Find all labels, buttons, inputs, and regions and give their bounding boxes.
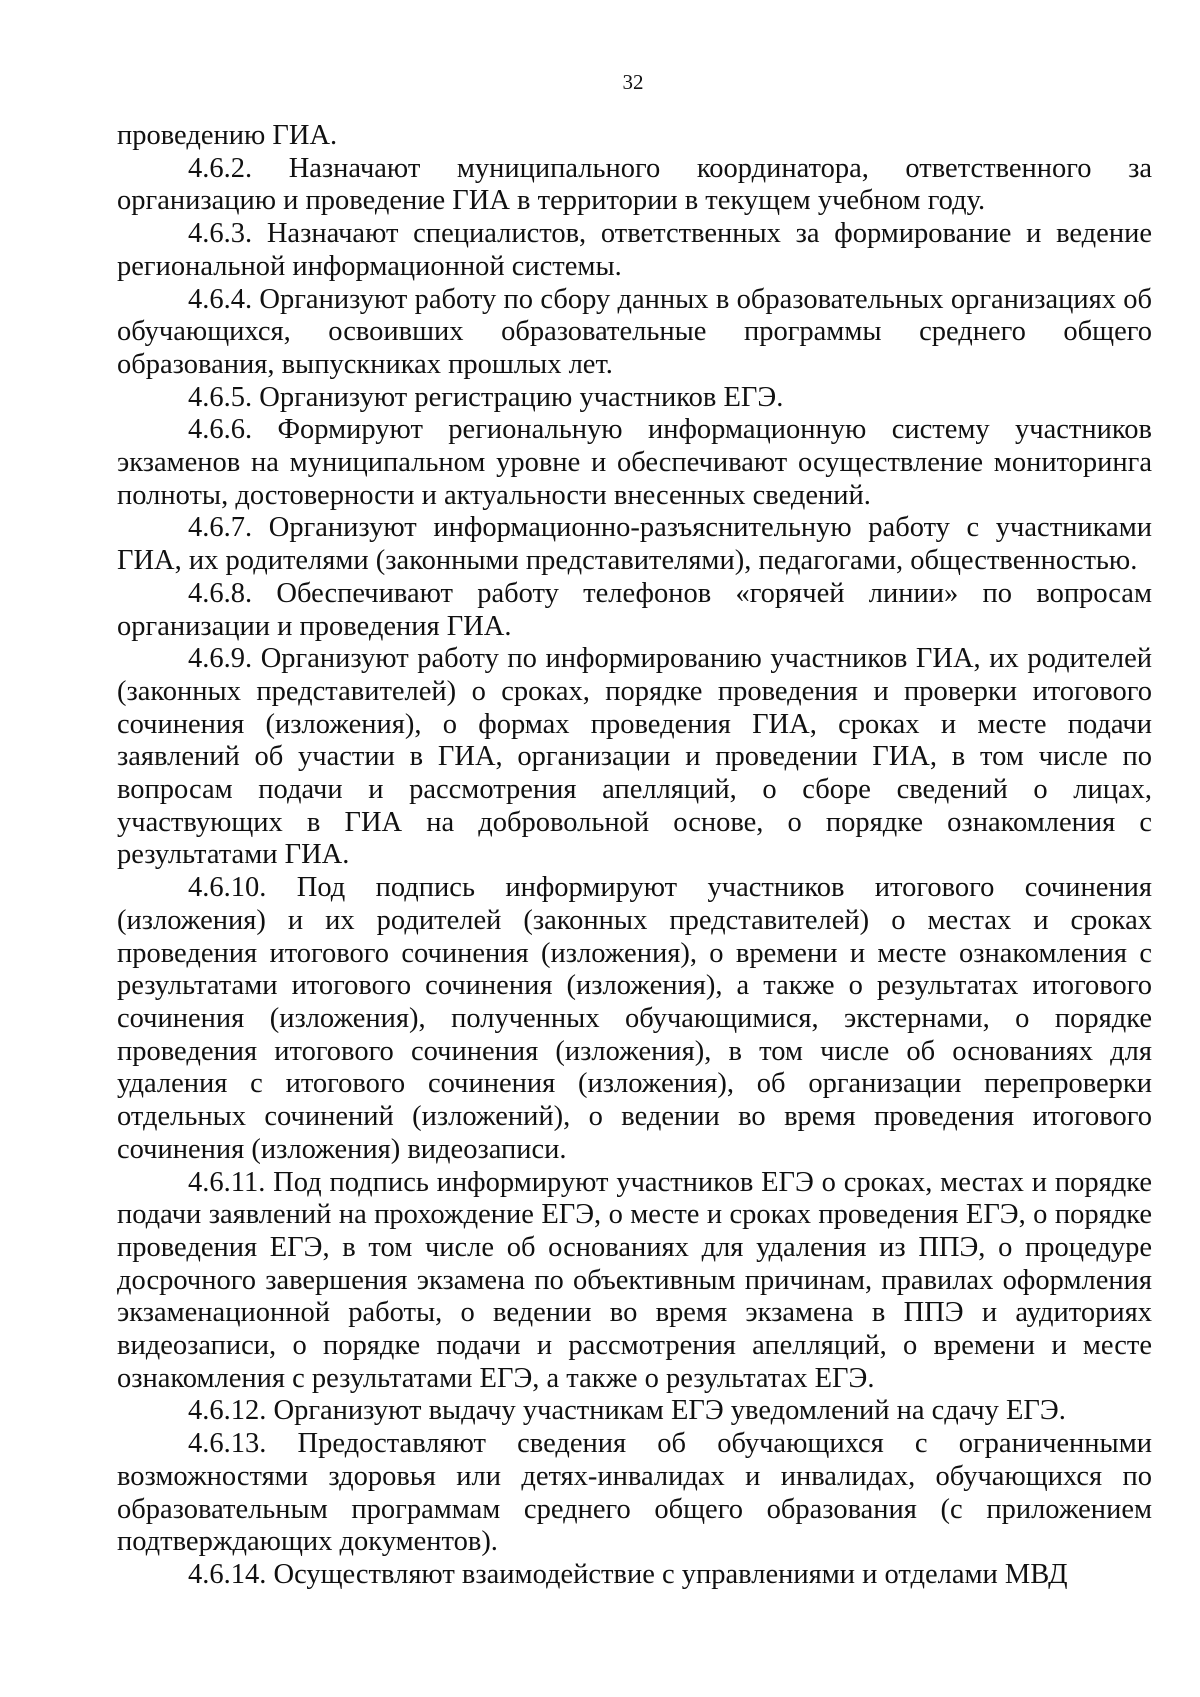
paragraph-4-6-7: 4.6.7. Организуют информационно-разъяснительную работу с участниками ГИА, их родителями (законными представителями), педагогами, общественностью. (117, 512, 1152, 577)
document-body (117, 120, 1152, 1592)
paragraph-continuation: проведению ГИА. (117, 120, 338, 151)
page-number: 32 (622, 70, 644, 94)
paragraph-4-6-9: 4.6.9. Организуют работу по информированию участников ГИА, их родителей (законных представителей) о сроках, порядке проведения и проверки итогового сочинения (изложения), о формах проведения ГИА, сроках и месте подачи заявлений об участии в ГИА, организации и проведении ГИА, в том числе по вопросам подачи и рассмотрения апелляций, о сборе сведений о лицах, участвующих в ГИА на добровольной основе, о порядке ознакомления с результатами ГИА. (117, 643, 1152, 871)
paragraph-4-6-12: 4.6.12. Организуют выдачу участникам ЕГЭ уведомлений на сдачу ЕГЭ. (188, 1395, 1066, 1427)
paragraph-4-6-4: 4.6.4. Организуют работу по сбору данных в образовательных организациях об обучающихся, освоивших образовательные программы среднего общего образования, выпускниках прошлых лет. (117, 283, 1152, 380)
paragraph-4-6-11: 4.6.11. Под подпись информируют участников ЕГЭ о сроках, местах и порядке подачи заявлений на прохождение ЕГЭ, о месте и сроках проведения ЕГЭ, о порядке проведения ЕГЭ, в том числе об основаниях для удаления из ППЭ, о процедуре досрочного завершения экзамена по объективным причинам, правилах оформления экзаменационной работы, о ведении во время экзамена в ППЭ и аудиториях видеозаписи, о порядке подачи и рассмотрения апелляций, о времени и месте ознакомления с результатами ЕГЭ, а также о результатах ЕГЭ. (117, 1166, 1152, 1394)
paragraph-4-6-5: 4.6.5. Организуют регистрацию участников ЕГЭ. (188, 381, 784, 413)
paragraph-4-6-14: 4.6.14. Осуществляют взаимодействие с управлениями и отделами МВД (188, 1558, 1068, 1590)
paragraph-4-6-10: 4.6.10. Под подпись информируют участников итогового сочинения (изложения) и их родителей (законных представителей) о местах и сроках проведения итогового сочинения (изложения), о времени и месте ознакомления с результатами итогового сочинения (изложения), а также о результатах итогового сочинения (изложения), полученных обучающимися, экстернами, о порядке проведения итогового сочинения (изложения), в том числе об основаниях для удаления с итогового сочинения (изложения), об организации перепроверки отдельных сочинений (изложений), о ведении во время проведения итогового сочинения (изложения) видеозаписи. (117, 872, 1152, 1165)
paragraph-4-6-2: 4.6.2. Назначают муниципального координатора, ответственного за организацию и проведение ГИА в территории в текущем учебном году. (117, 152, 1152, 217)
paragraph-4-6-3: 4.6.3. Назначают специалистов, ответственных за формирование и ведение региональной информационной системы. (117, 218, 1152, 282)
paragraph-4-6-13: 4.6.13. Предоставляют сведения об обучающихся с ограниченными возможностями здоровья или детях-инвалидах и инвалидах, обучающихся по образовательным программам среднего общего образования (с приложением подтверждающих документов). (117, 1428, 1152, 1558)
paragraph-4-6-8: 4.6.8. Обеспечивают работу телефонов «горячей линии» по вопросам организации и проведения ГИА. (117, 577, 1152, 642)
paragraph-4-6-6: 4.6.6. Формируют региональную информационную систему участников экзаменов на муниципальном уровне и обеспечивают осуществление мониторинга полноты, достоверности и актуальности внесенных сведений. (117, 414, 1152, 511)
